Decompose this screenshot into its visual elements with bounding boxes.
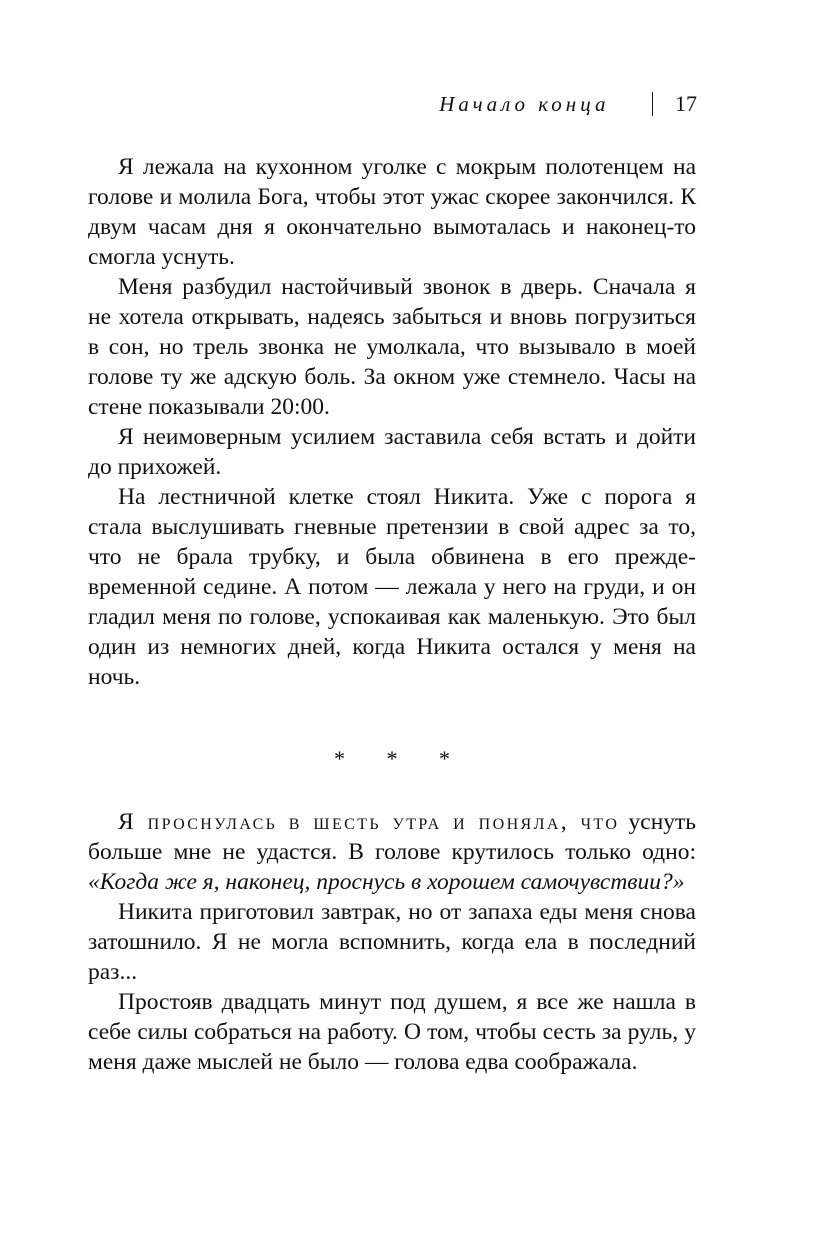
body-text: [88, 152, 696, 1077]
header-divider: [652, 92, 654, 116]
page-number: 17: [675, 91, 697, 116]
italic-quote: «Когда же я, наконец, проснусь в хорошем самочувствии?»: [88, 869, 685, 895]
paragraph: Я неимоверным усилием заставила себя встать и дойти до прихожей.: [88, 424, 696, 480]
running-head: [439, 88, 697, 120]
paragraph: На лестничной клетке стоял Никита. Уже с порога я стала выслушивать гневные претензии в свой адрес за то, что не брала трубку, и была обвинена в его преждевременной седине. А потом — лежала у него на груди, и он гладил меня по голове, успокаивая как маленькую. Это был один из немногих дней, когда Никита остался у меня на ночь.: [88, 484, 696, 690]
paragraph-text: уснуть больше мне не удастся. В голове крутилось только одно:: [88, 809, 697, 865]
paragraph-first: [88, 807, 696, 897]
lead-in-small-caps: Я проснулась в шесть утра и поняла, что: [118, 809, 620, 835]
running-title: Начало конца: [439, 91, 610, 116]
paragraph: Простояв двадцать минут под душем, я все же нашла в себе силы собраться на работу. О том, чтобы сесть за руль, у меня даже мыслей не было — голова едва соображала.: [88, 989, 696, 1075]
paragraph: Я лежала на кухонном уголке с мокрым полотенцем на голове и молила Бога, чтобы этот ужас скорее закончился. К двум часам дня я окончательно вымоталась и наконец-то смогла уснуть.: [88, 154, 696, 270]
section-separator: * * *: [334, 746, 468, 771]
paragraph: Меня разбудил настойчивый звонок в дверь. Сначала я не хотела открывать, надеясь забыться и вновь погрузиться в сон, но трель звонка не умолкала, что вызывало в моей голове ту же адскую боль. За окном уже стемнело. Часы на стене показывали 20:00.: [88, 274, 696, 420]
paragraph: Никита приготовил завтрак, но от запаха еды меня снова затошнило. Я не могла вспомнить, когда ела в последний раз...: [88, 899, 696, 985]
